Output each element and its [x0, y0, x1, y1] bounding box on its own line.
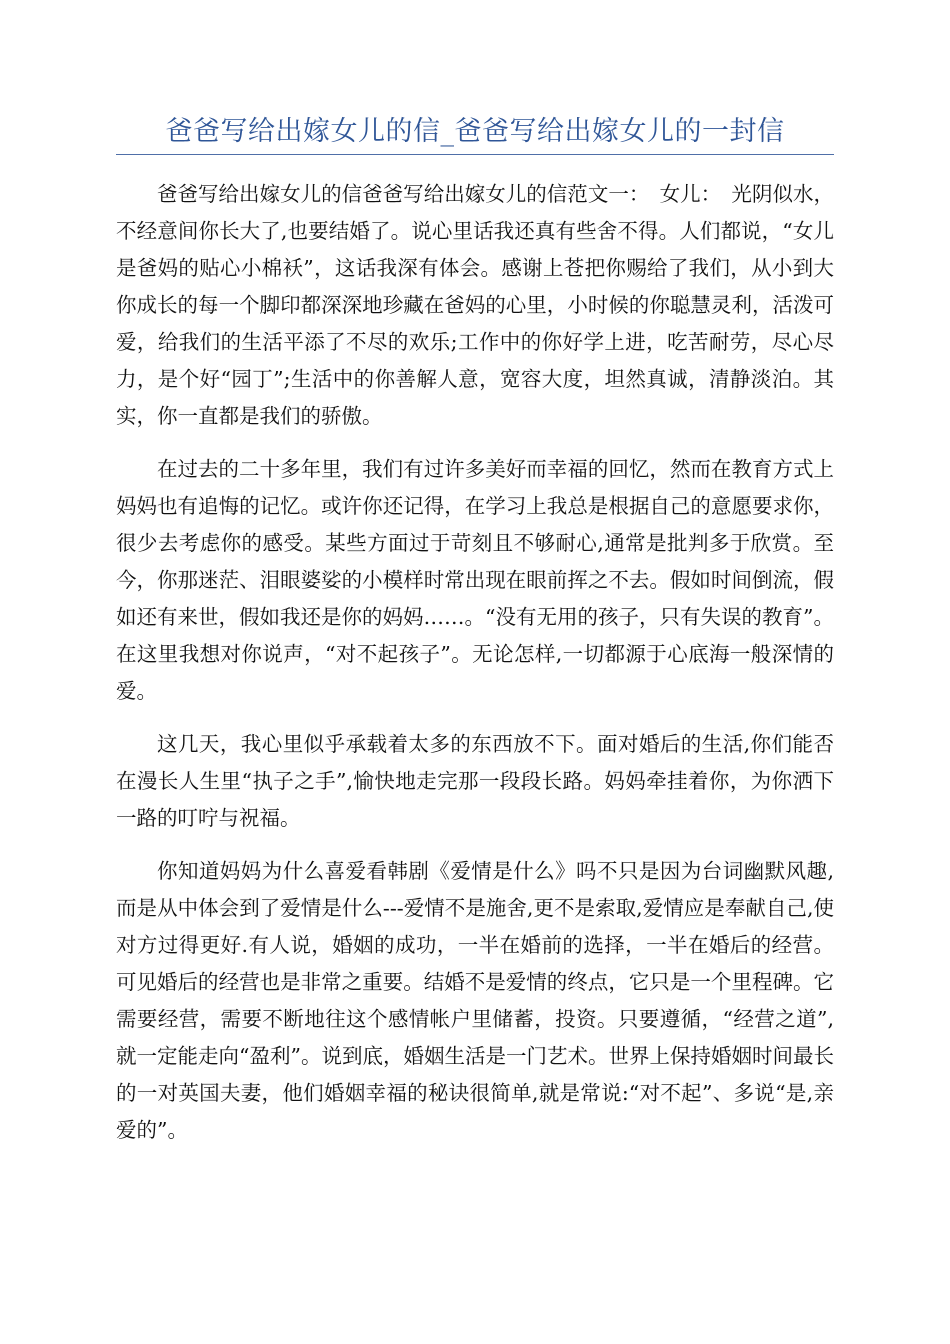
document-body: [116, 176, 834, 1165]
paragraph-3: 这几天，我心里似乎承载着太多的东西放不下。面对婚后的生活,你们能否在漫长人生里“执子之手”,愉快地走完那一段段长路。妈妈牵挂着你，为你洒下一路的叮咛与祝福。: [116, 732, 834, 830]
paragraph-2: 在过去的二十多年里，我们有过许多美好而幸福的回忆，然而在教育方式上妈妈也有追悔的记忆。或许你还记得，在学习上我总是根据自己的意愿要求你，很少去考虑你的感受。某些方面过于苛刻且不够耐心,通常是批判多于欣赏。至今，你那迷茫、泪眼婆娑的小模样时常出现在眼前挥之不去。假如时间倒流，假如还有来世，假如我还是你的妈妈……。“没有无用的孩子，只有失误的教育”。在这里我想对你说声，“对不起孩子”。无论怎样,一切都源于心底海一般深情的爱。: [116, 457, 834, 703]
paragraph-4: 你知道妈妈为什么喜爱看韩剧《爱情是什么》吗不只是因为台词幽默风趣,而是从中体会到了爱情是什么---爱情不是施舍,更不是索取,爱情应是奉献自己,使对方过得更好.有人说，婚姻的成功，一半在婚前的选择，一半在婚后的经营。可见婚后的经营也是非常之重要。结婚不是爱情的终点，它只是一个里程碑。它需要经营，需要不断地往这个感情帐户里储蓄，投资。只要遵循，“经营之道”,就一定能走向“盈利”。说到底，婚姻生活是一门艺术。世界上保持婚姻时间最长的一对英国夫妻，他们婚姻幸福的秘诀很简单,就是常说:“对不起”、多说“是,亲爱的”。: [116, 859, 834, 1142]
paragraph-1: 爸爸写给出嫁女儿的信爸爸写给出嫁女儿的信范文一： 女儿： 光阴似水，不经意间你长大了,也要结婚了。说心里话我还真有些舍不得。人们都说，“女儿是爸妈的贴心小棉袄”，这话我深有体会。感谢上苍把你赐给了我们，从小到大你成长的每一个脚印都深深地珍藏在爸妈的心里，小时候的你聪慧灵利，活泼可爱，给我们的生活平添了不尽的欢乐;工作中的你好学上进，吃苦耐劳，尽心尽力，是个好“园丁”;生活中的你善解人意，宽容大度，坦然真诚，清静淡泊。其实，你一直都是我们的骄傲。: [116, 182, 834, 428]
title-block: [116, 114, 834, 155]
document-title: 爸爸写给出嫁女儿的信_爸爸写给出嫁女儿的一封信: [165, 116, 785, 147]
